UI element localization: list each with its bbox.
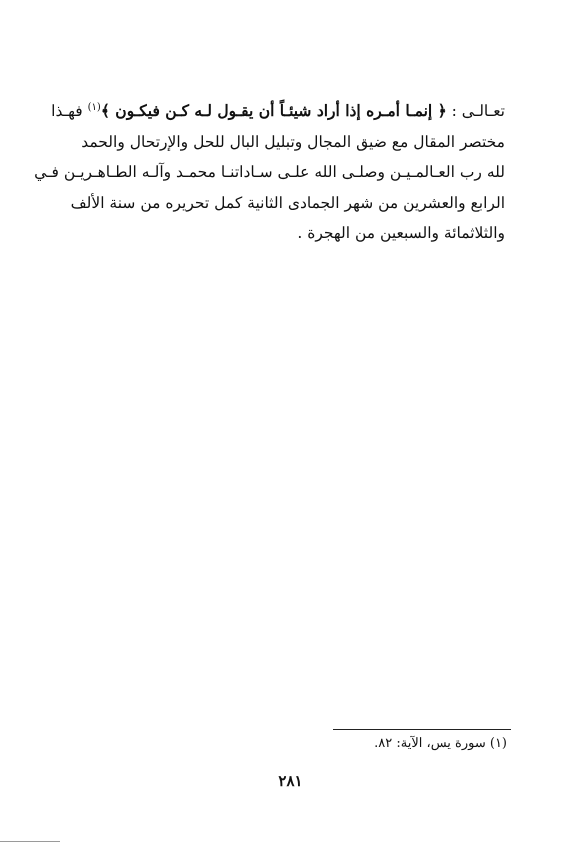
text-line-5: والثلاثمائة والسبعين من الهجرة . xyxy=(297,224,505,242)
text-line-4: الرابع والعشرين من شهر الجمادى الثانية كمل تحريره من سنة الألف xyxy=(70,193,505,212)
page-number: ٢٨١ xyxy=(278,772,303,790)
text-line-1-tail: فهـذا xyxy=(51,102,88,120)
footnote: (١) سورة يس، الآية: ٨٢. xyxy=(374,736,507,751)
text-line-1-lead: تعـالـى : xyxy=(446,102,505,120)
footnote-separator xyxy=(333,729,511,730)
quran-verse: ﴿ إنمـا أمـره إذا أراد شيئـاً أن يقـول لـه كـن فيكـون ﴾ xyxy=(100,101,447,120)
text-line-1 xyxy=(51,96,505,127)
footnote-reference: (١) xyxy=(87,101,101,113)
text-line-3: لله رب العـالمـيـن وصلـى الله علـى سـاداتنـا محمـد وآلـه الطـاهـريـن فـي xyxy=(34,163,505,181)
main-text-block xyxy=(34,96,505,249)
text-line-2: مختصر المقال مع ضيق المجال وتبليل البال للحل والإرتحال والحمد xyxy=(81,132,505,151)
